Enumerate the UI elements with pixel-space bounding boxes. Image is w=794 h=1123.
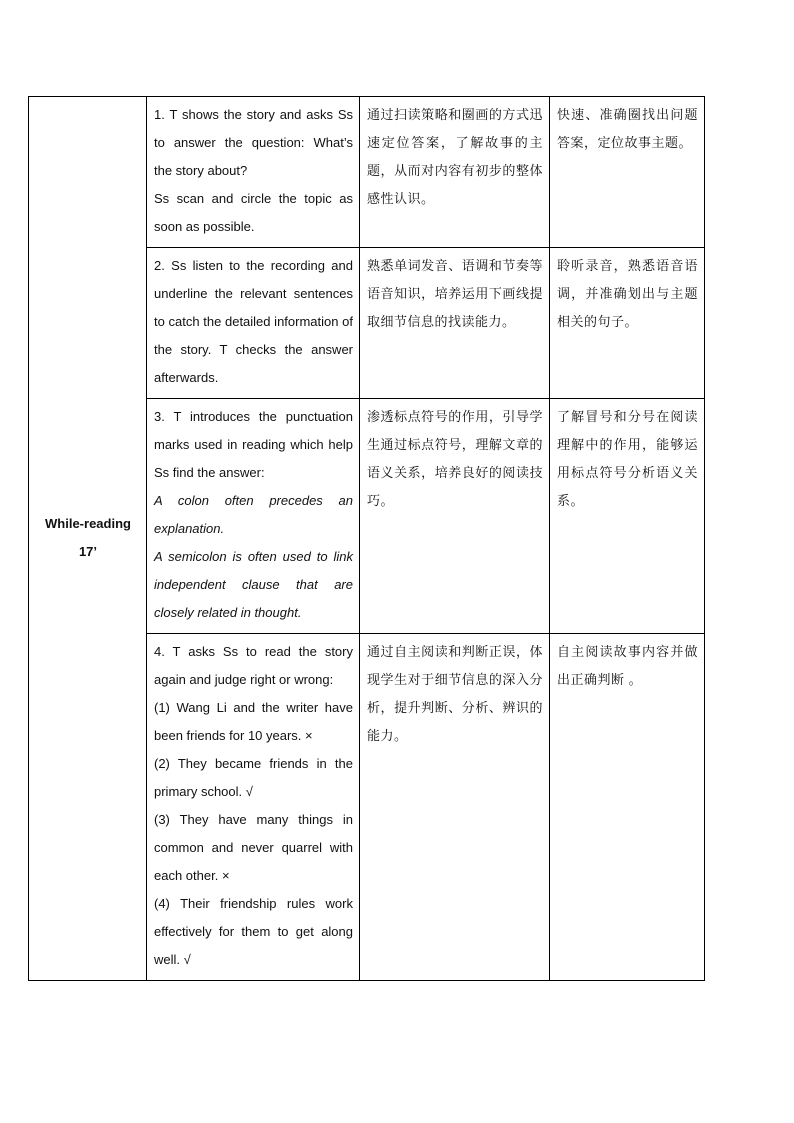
activity-text: 1. T shows the story and asks Ss to answer the question: What’s the story about? xyxy=(154,107,353,178)
purpose-text: 熟悉单词发音、语调和节奏等语音知识，培养运用下画线提取细节信息的找读能力。 xyxy=(367,258,543,329)
assessment-text: 自主阅读故事内容并做出正确判断 。 xyxy=(557,644,698,687)
activity-example-semicolon: A semicolon is often used to link independent clause that are closely related in thought. xyxy=(154,549,353,620)
judge-item: (4) Their friendship rules work effectively for them to get along well. √ xyxy=(154,896,353,967)
assessment-cell xyxy=(550,634,705,981)
stage-time: 17’ xyxy=(78,543,98,559)
assessment-cell xyxy=(550,248,705,399)
purpose-text: 渗透标点符号的作用，引导学生通过标点符号，理解文章的语义关系，培养良好的阅读技巧。 xyxy=(367,409,543,508)
activity-cell xyxy=(147,248,360,399)
activity-cell xyxy=(147,634,360,981)
purpose-cell xyxy=(360,634,550,981)
assessment-text: 快速、准确圈找出问题答案，定位故事主题。 xyxy=(557,107,698,150)
assessment-text: 聆听录音，熟悉语音语调，并准确划出与主题相关的句子。 xyxy=(557,258,698,329)
activity-text: 4. T asks Ss to read the story again and judge right or wrong: xyxy=(154,644,353,687)
stage-cell xyxy=(29,97,147,981)
purpose-text: 通过自主阅读和判断正误，体现学生对于细节信息的深入分析，提升判断、分析、辨识的能力。 xyxy=(367,644,543,743)
purpose-cell xyxy=(360,399,550,634)
assessment-text: 了解冒号和分号在阅读理解中的作用，能够运用标点符号分析语义关系。 xyxy=(557,409,698,508)
judge-item: (3) They have many things in common and never quarrel with each other. × xyxy=(154,812,353,883)
stage-name: While-reading xyxy=(45,515,131,531)
purpose-cell xyxy=(360,97,550,248)
lesson-plan-table xyxy=(28,96,705,981)
activity-example-colon: A colon often precedes an explanation. xyxy=(154,493,353,536)
activity-text: 3. T introduces the punctuation marks used in reading which help Ss find the answer: xyxy=(154,409,353,480)
table-row xyxy=(29,97,705,248)
activity-text: 2. Ss listen to the recording and underline the relevant sentences to catch the detailed information of the story. T checks the answer afterwards. xyxy=(154,258,353,385)
purpose-text: 通过扫读策略和圈画的方式迅速定位答案，了解故事的主题，从而对内容有初步的整体感性认识。 xyxy=(367,107,543,206)
judge-item: (2) They became friends in the primary school. √ xyxy=(154,756,353,799)
judge-item: (1) Wang Li and the writer have been friends for 10 years. × xyxy=(154,700,353,743)
purpose-cell xyxy=(360,248,550,399)
activity-cell xyxy=(147,399,360,634)
assessment-cell xyxy=(550,399,705,634)
activity-cell xyxy=(147,97,360,248)
activity-text: Ss scan and circle the topic as soon as possible. xyxy=(154,191,353,234)
assessment-cell xyxy=(550,97,705,248)
